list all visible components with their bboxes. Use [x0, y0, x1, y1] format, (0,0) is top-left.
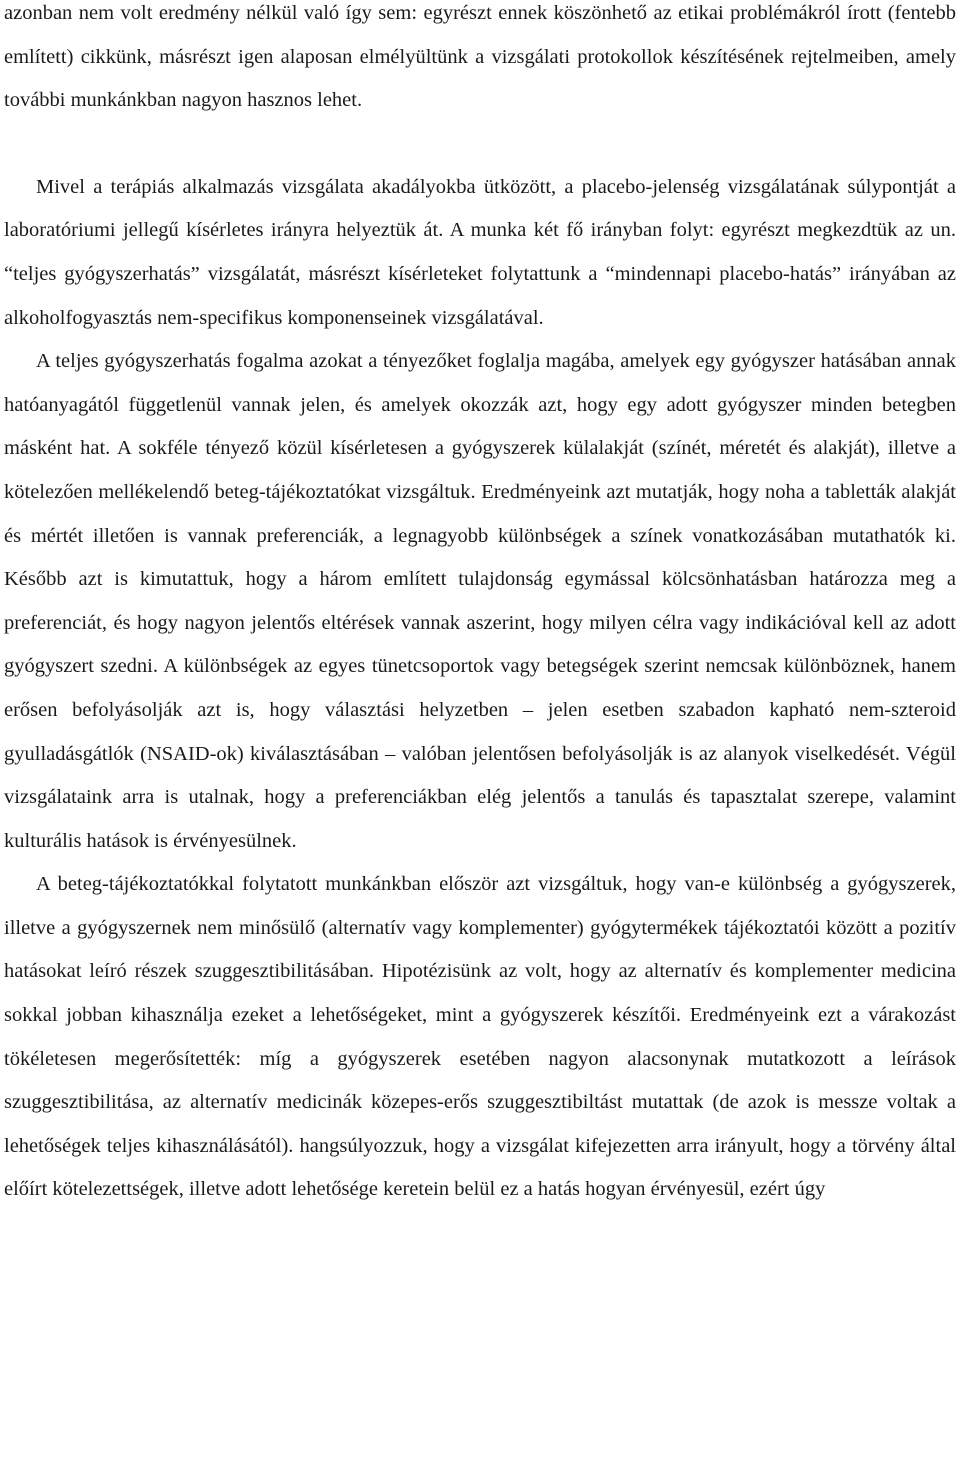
paragraph-patient-leaflets: A beteg-tájékoztatókkal folytatott munkánkban először azt vizsgáltuk, hogy van-e különbség a gyógyszerek, illetve a gyógyszernek nem minősülő (alternatív vagy komplementer) gyógytermékek tájékoztatói között a pozitív hatásokat leíró részek szuggesztibilitásában. Hipotézisünk az volt, hogy az alternatív és komplementer medicina sokkal jobban kihasználja ezeket a lehetőségeket, mint a gyógyszerek készítői. Eredményeink ezt a várakozást tökéletesen megerősítették: míg a gyógyszerek esetében nagyon alacsonynak mutatkozott a leírások szuggesztibilitása, az alternatív medicinák közepes-erős szuggesztibiltást mutattak (de azok is messze voltak a lehetőségek teljes kihasználásától). hangsúlyozzuk, hogy a vizsgálat kifejezetten arra irányult, hogy a törvény által előírt kötelezettségek, illetve adott lehetősége keretein belül ez a hatás hogyan érvényesül, ezért úgy — [4, 873, 956, 1201]
paragraph-therapeutic-application: Mivel a terápiás alkalmazás vizsgálata akadályokba ütközött, a placebo-jelenség vizsgálatának súlypontját a laboratóriumi jellegű kísérletes irányra helyeztük át. A munka két fő irányban folyt: egyrészt megkezdtük az un. “teljes gyógyszerhatás” vizsgálatát, másrészt kísérleteket folytattunk a “mindennapi placebo-hatás” irányában az alkoholfogyasztás nem-specifikus komponenseinek vizsgálatával. — [4, 175, 956, 329]
paragraph-continuation: azonban nem volt eredmény nélkül való így sem: egyrészt ennek köszönhető az etikai problémákról írott (fentebb említett) cikkünk, másrészt igen alaposan elmélyültünk a vizsgálati protokollok készítésének rejtelmeiben, amely további munkánkban nagyon hasznos lehet. — [4, 2, 956, 112]
paragraph-total-drug-effect: A teljes gyógyszerhatás fogalma azokat a tényezőket foglalja magába, amelyek egy gyógyszer hatásában annak hatóanyagától függetlenül vannak jelen, és amelyek okozzák azt, hogy egy adott gyógyszer minden betegben másként hat. A sokféle tényező közül kísérletesen a gyógyszerek külalakját (színét, méretét és alakját), illetve a kötelezően mellékelendő beteg-tájékoztatókat vizsgáltuk. Eredményeink azt mutatják, hogy noha a tabletták alakját és mértét illetően is vannak preferenciák, a legnagyobb különbségek a színek vonatkozásában mutathatók ki. Később azt is kimutattuk, hogy a három említett tulajdonság egymással kölcsönhatásban határozza meg a preferenciát, és hogy nagyon jelentős eltérések vannak aszerint, hogy milyen célra vagy indikációval kell az adott gyógyszert szedni. A különbségek az egyes tünetcsoportok vagy betegségek szerint nemcsak különböznek, hanem erősen befolyásolják azt is, hogy választási helyzetben – jelen esetben szabadon kapható nem-szteroid gyulladásgátlók (NSAID-ok) kiválasztásában – valóban jelentősen befolyásolják is az alanyok viselkedését. Végül vizsgálataink arra is utalnak, hogy a preferenciákban elég jelentős a tanulás és tapasztalat szerepe, valamint kulturális hatások is érvényesülnek. — [4, 350, 956, 852]
